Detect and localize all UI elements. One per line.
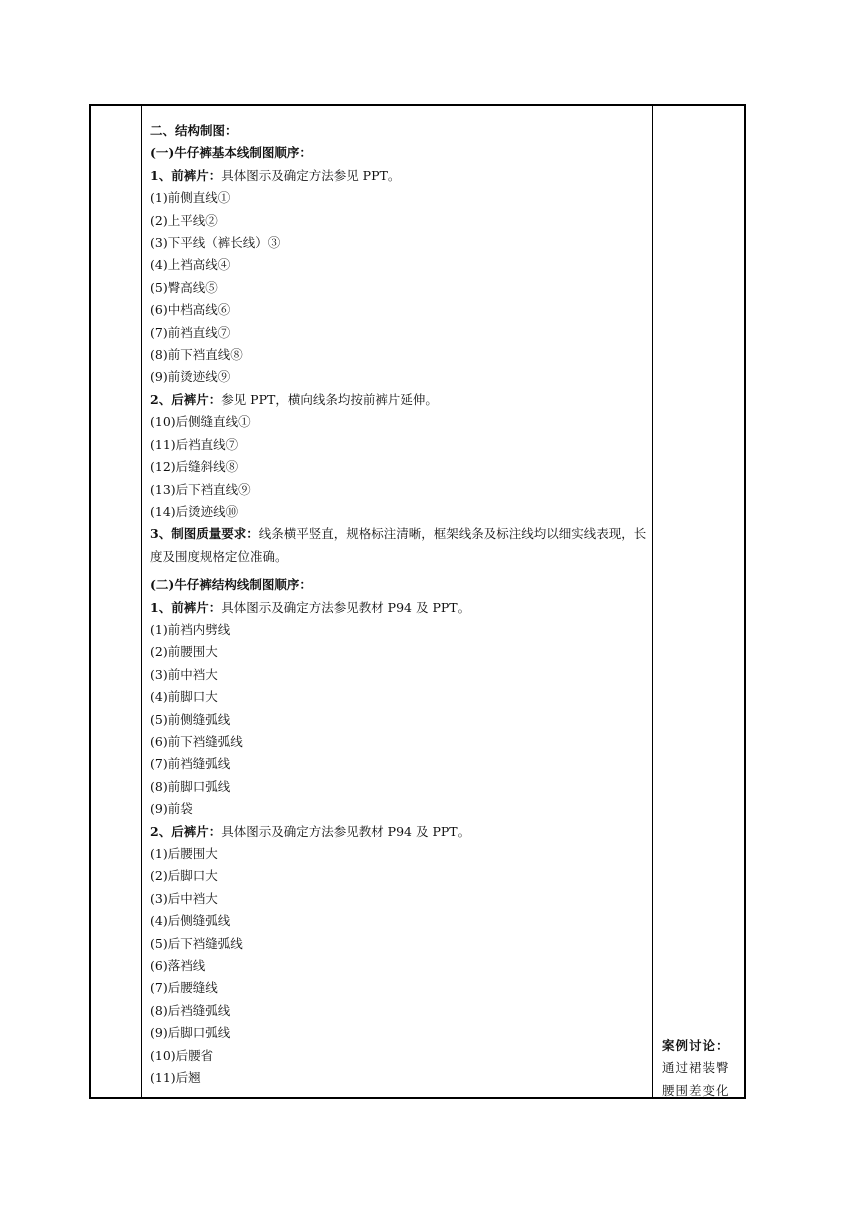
section2-back-list: [150, 843, 650, 1089]
section2-back-label: 2、后裤片：: [150, 823, 222, 839]
list-item: (5)后下裆缝弧线: [150, 935, 243, 951]
section1-front-list: [150, 187, 650, 389]
list-item: (5)臀高线⑤: [150, 279, 218, 295]
lesson-table: [89, 104, 746, 1099]
list-item: (5)前侧缝弧线: [150, 711, 231, 727]
section1-front-label: 1、前裤片：: [150, 167, 222, 183]
left-column-divider: [141, 106, 142, 1097]
main-content-cell: [150, 120, 650, 1089]
list-item: (4)前脚口大: [150, 689, 218, 705]
list-item: (6)落裆线: [150, 958, 206, 974]
list-item: (6)中档高线⑥: [150, 302, 231, 318]
list-item: (9)前袋: [150, 801, 193, 817]
list-item: (7)前裆缝弧线: [150, 756, 231, 772]
section1-back-text: 参见 PPT，横向线条均按前裤片延伸。: [221, 391, 438, 407]
list-item: (1)后腰围大: [150, 846, 218, 861]
section1-title: (一)牛仔裤基本线制图顺序：: [150, 145, 312, 161]
section1-back-label: 2、后裤片：: [150, 391, 222, 407]
section1-front-text: 具体图示及确定方法参见 PPT。: [221, 167, 401, 183]
section2-front-text: 具体图示及确定方法参见教材 P94 及 PPT。: [221, 599, 471, 615]
section2-front-intro: [150, 597, 650, 619]
list-item: (4)上裆高线④: [150, 257, 231, 273]
list-item: (2)前腰围大: [150, 644, 218, 660]
list-item: (12)后缝斜线⑧: [150, 459, 239, 475]
section1-quality: [150, 523, 650, 568]
list-item: (8)前下裆直线⑧: [150, 347, 243, 363]
section1-quality-text: 线条横平竖直，规格标注清晰，框架线条及标注线均以细实线表现，长度及围度规格定位准确。: [150, 526, 647, 564]
list-item: (8)后裆缝弧线: [150, 1002, 231, 1018]
list-item: (14)后烫迹线⑩: [150, 503, 239, 519]
list-item: (9)后脚口弧线: [150, 1025, 231, 1041]
list-item: (9)前烫迹线⑨: [150, 369, 231, 385]
list-item: (1)前裆内劈线: [150, 621, 231, 637]
section2-front-label: 1、前裤片：: [150, 599, 222, 615]
case-discussion-cell: [662, 1035, 742, 1102]
section2-back-intro: [150, 821, 650, 843]
section2-title: (二)牛仔裤结构线制图顺序：: [150, 577, 312, 593]
list-item: (2)后脚口大: [150, 868, 218, 884]
list-item: (7)后腰缝线: [150, 980, 218, 996]
list-item: (3)下平线（裤长线）③: [150, 235, 281, 251]
list-item: (2)上平线②: [150, 212, 218, 228]
section1-back-intro: [150, 389, 650, 411]
list-item: (1)前侧直线①: [150, 190, 231, 206]
list-item: (11)后裆直线⑦: [150, 436, 239, 452]
list-item: (7)前裆直线⑦: [150, 324, 231, 340]
list-item: (3)后中裆大: [150, 890, 218, 906]
list-item: (8)前脚口弧线: [150, 778, 231, 794]
case-discussion-title: 案例讨论：: [662, 1038, 730, 1053]
case-discussion-line: 腰围差变化: [662, 1082, 730, 1098]
list-item: (10)后侧缝直线①: [150, 414, 251, 430]
list-item: (11)后翘: [150, 1070, 201, 1086]
section2-front-list: [150, 619, 650, 821]
section1-front-intro: [150, 165, 650, 187]
section1-back-list: [150, 411, 650, 523]
case-discussion-line: 通过裙装臀: [662, 1060, 730, 1076]
list-item: (3)前中裆大: [150, 666, 218, 682]
section2-back-text: 具体图示及确定方法参见教材 P94 及 PPT。: [221, 823, 471, 839]
section1-quality-label: 3、制图质量要求：: [150, 526, 259, 542]
list-item: (6)前下裆缝弧线: [150, 733, 243, 749]
section-heading: 二、结构制图：: [150, 123, 238, 138]
list-item: (10)后腰省: [150, 1047, 214, 1063]
right-column-divider: [652, 106, 653, 1097]
list-item: (4)后侧缝弧线: [150, 913, 231, 929]
list-item: (13)后下裆直线⑨: [150, 481, 251, 497]
